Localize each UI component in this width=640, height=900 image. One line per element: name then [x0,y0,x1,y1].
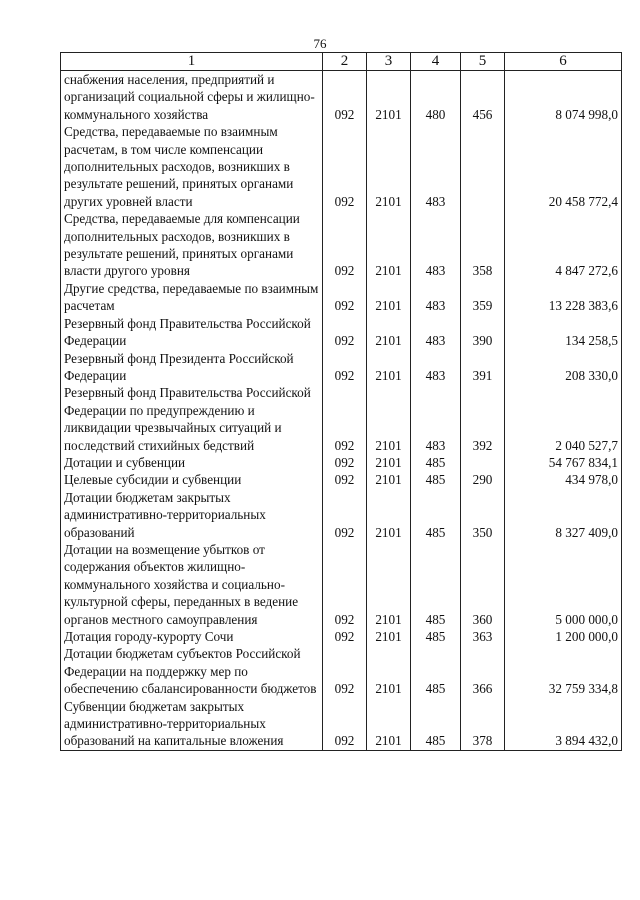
row-col-3: 2101 [367,645,411,697]
row-name: Целевые субсидии и субвенции [61,471,323,488]
row-col-2: 092 [323,471,367,488]
table-body [61,71,622,751]
row-col-5: 363 [461,628,505,645]
table-row [61,645,622,697]
row-amount: 3 894 432,0 [505,698,622,751]
row-name: снабжения населения, предприятий и организаций социальной сферы и жилищно-коммунального хозяйства [61,71,323,124]
table-row [61,628,622,645]
row-col-5: 360 [461,541,505,628]
row-amount: 32 759 334,8 [505,645,622,697]
row-col-4: 483 [411,280,461,315]
row-col-2: 092 [323,384,367,454]
row-col-3: 2101 [367,454,411,471]
table-row [61,698,622,751]
row-col-3: 2101 [367,280,411,315]
row-col-4: 485 [411,454,461,471]
row-col-2: 092 [323,210,367,280]
row-name: Резервный фонд Правительства Российской Федерации по предупреждению и ликвидации чрезвычайных ситуаций и последствий стихийных бедствий [61,384,323,454]
row-col-3: 2101 [367,628,411,645]
row-col-3: 2101 [367,210,411,280]
row-amount: 434 978,0 [505,471,622,488]
row-amount: 8 327 409,0 [505,489,622,541]
table-row [61,210,622,280]
row-name: Дотации бюджетам закрытых административно-территориальных образований [61,489,323,541]
row-col-4: 485 [411,698,461,751]
row-name: Резервный фонд Правительства Российской Федерации [61,315,323,350]
row-amount: 20 458 772,4 [505,123,622,210]
row-col-5: 358 [461,210,505,280]
row-col-3: 2101 [367,489,411,541]
page-number: 76 [313,36,327,51]
row-col-4: 483 [411,210,461,280]
row-col-2: 092 [323,123,367,210]
header-col-4: 4 [411,53,461,71]
row-amount: 4 847 272,6 [505,210,622,280]
row-col-3: 2101 [367,541,411,628]
row-col-2: 092 [323,280,367,315]
row-col-4: 485 [411,471,461,488]
row-col-5 [461,454,505,471]
row-col-5: 456 [461,71,505,124]
row-col-5: 350 [461,489,505,541]
row-col-4: 483 [411,315,461,350]
table-row [61,471,622,488]
row-name: Средства, передаваемые для компенсации дополнительных расходов, возникших в результате решений, принятых органами власти другого уровня [61,210,323,280]
row-col-3: 2101 [367,384,411,454]
row-col-2: 092 [323,698,367,751]
row-col-3: 2101 [367,350,411,385]
row-col-5: 391 [461,350,505,385]
row-col-5: 378 [461,698,505,751]
row-col-3: 2101 [367,71,411,124]
row-name: Дотация городу-курорту Сочи [61,628,323,645]
row-col-4: 483 [411,350,461,385]
header-col-3: 3 [367,53,411,71]
row-amount: 13 228 383,6 [505,280,622,315]
row-col-2: 092 [323,71,367,124]
table-row [61,71,622,124]
row-amount: 54 767 834,1 [505,454,622,471]
row-name: Дотации и субвенции [61,454,323,471]
budget-table [60,52,622,751]
header-col-5: 5 [461,53,505,71]
row-col-4: 483 [411,384,461,454]
row-name: Резервный фонд Президента Российской Федерации [61,350,323,385]
row-col-3: 2101 [367,698,411,751]
row-col-3: 2101 [367,471,411,488]
row-col-4: 480 [411,71,461,124]
header-row [61,53,622,71]
row-col-4: 483 [411,123,461,210]
row-name: Дотации бюджетам субъектов Российской Федерации на поддержку мер по обеспечению сбалансированности бюджетов [61,645,323,697]
table-row [61,489,622,541]
row-col-2: 092 [323,350,367,385]
row-amount: 2 040 527,7 [505,384,622,454]
row-col-4: 485 [411,628,461,645]
table-row [61,350,622,385]
row-col-2: 092 [323,628,367,645]
row-col-3: 2101 [367,315,411,350]
row-name: Средства, передаваемые по взаимным расчетам, в том числе компенсации дополнительных расходов, возникших в результате решений, принятых органами других уровней власти [61,123,323,210]
table-header [61,53,622,71]
header-col-1: 1 [61,53,323,71]
table-row [61,454,622,471]
row-amount: 134 258,5 [505,315,622,350]
row-col-5 [461,123,505,210]
row-col-2: 092 [323,645,367,697]
table-row [61,280,622,315]
header-col-6: 6 [505,53,622,71]
table-row [61,384,622,454]
row-col-5: 390 [461,315,505,350]
row-col-2: 092 [323,541,367,628]
row-name: Субвенции бюджетам закрытых административно-территориальных образований на капитальные вложения [61,698,323,751]
header-col-2: 2 [323,53,367,71]
row-amount: 1 200 000,0 [505,628,622,645]
row-name: Другие средства, передаваемые по взаимным расчетам [61,280,323,315]
table-row [61,123,622,210]
row-amount: 208 330,0 [505,350,622,385]
table-row [61,315,622,350]
row-name: Дотации на возмещение убытков от содержания объектов жилищно-коммунального хозяйства и социально-культурной сферы, переданных в ведение органов местного самоуправления [61,541,323,628]
row-col-4: 485 [411,489,461,541]
row-col-5: 366 [461,645,505,697]
table-row [61,541,622,628]
row-col-5: 392 [461,384,505,454]
row-col-2: 092 [323,489,367,541]
row-col-3: 2101 [367,123,411,210]
row-col-5: 290 [461,471,505,488]
row-amount: 8 074 998,0 [505,71,622,124]
row-col-2: 092 [323,454,367,471]
row-col-4: 485 [411,541,461,628]
row-amount: 5 000 000,0 [505,541,622,628]
row-col-2: 092 [323,315,367,350]
row-col-4: 485 [411,645,461,697]
row-col-5: 359 [461,280,505,315]
